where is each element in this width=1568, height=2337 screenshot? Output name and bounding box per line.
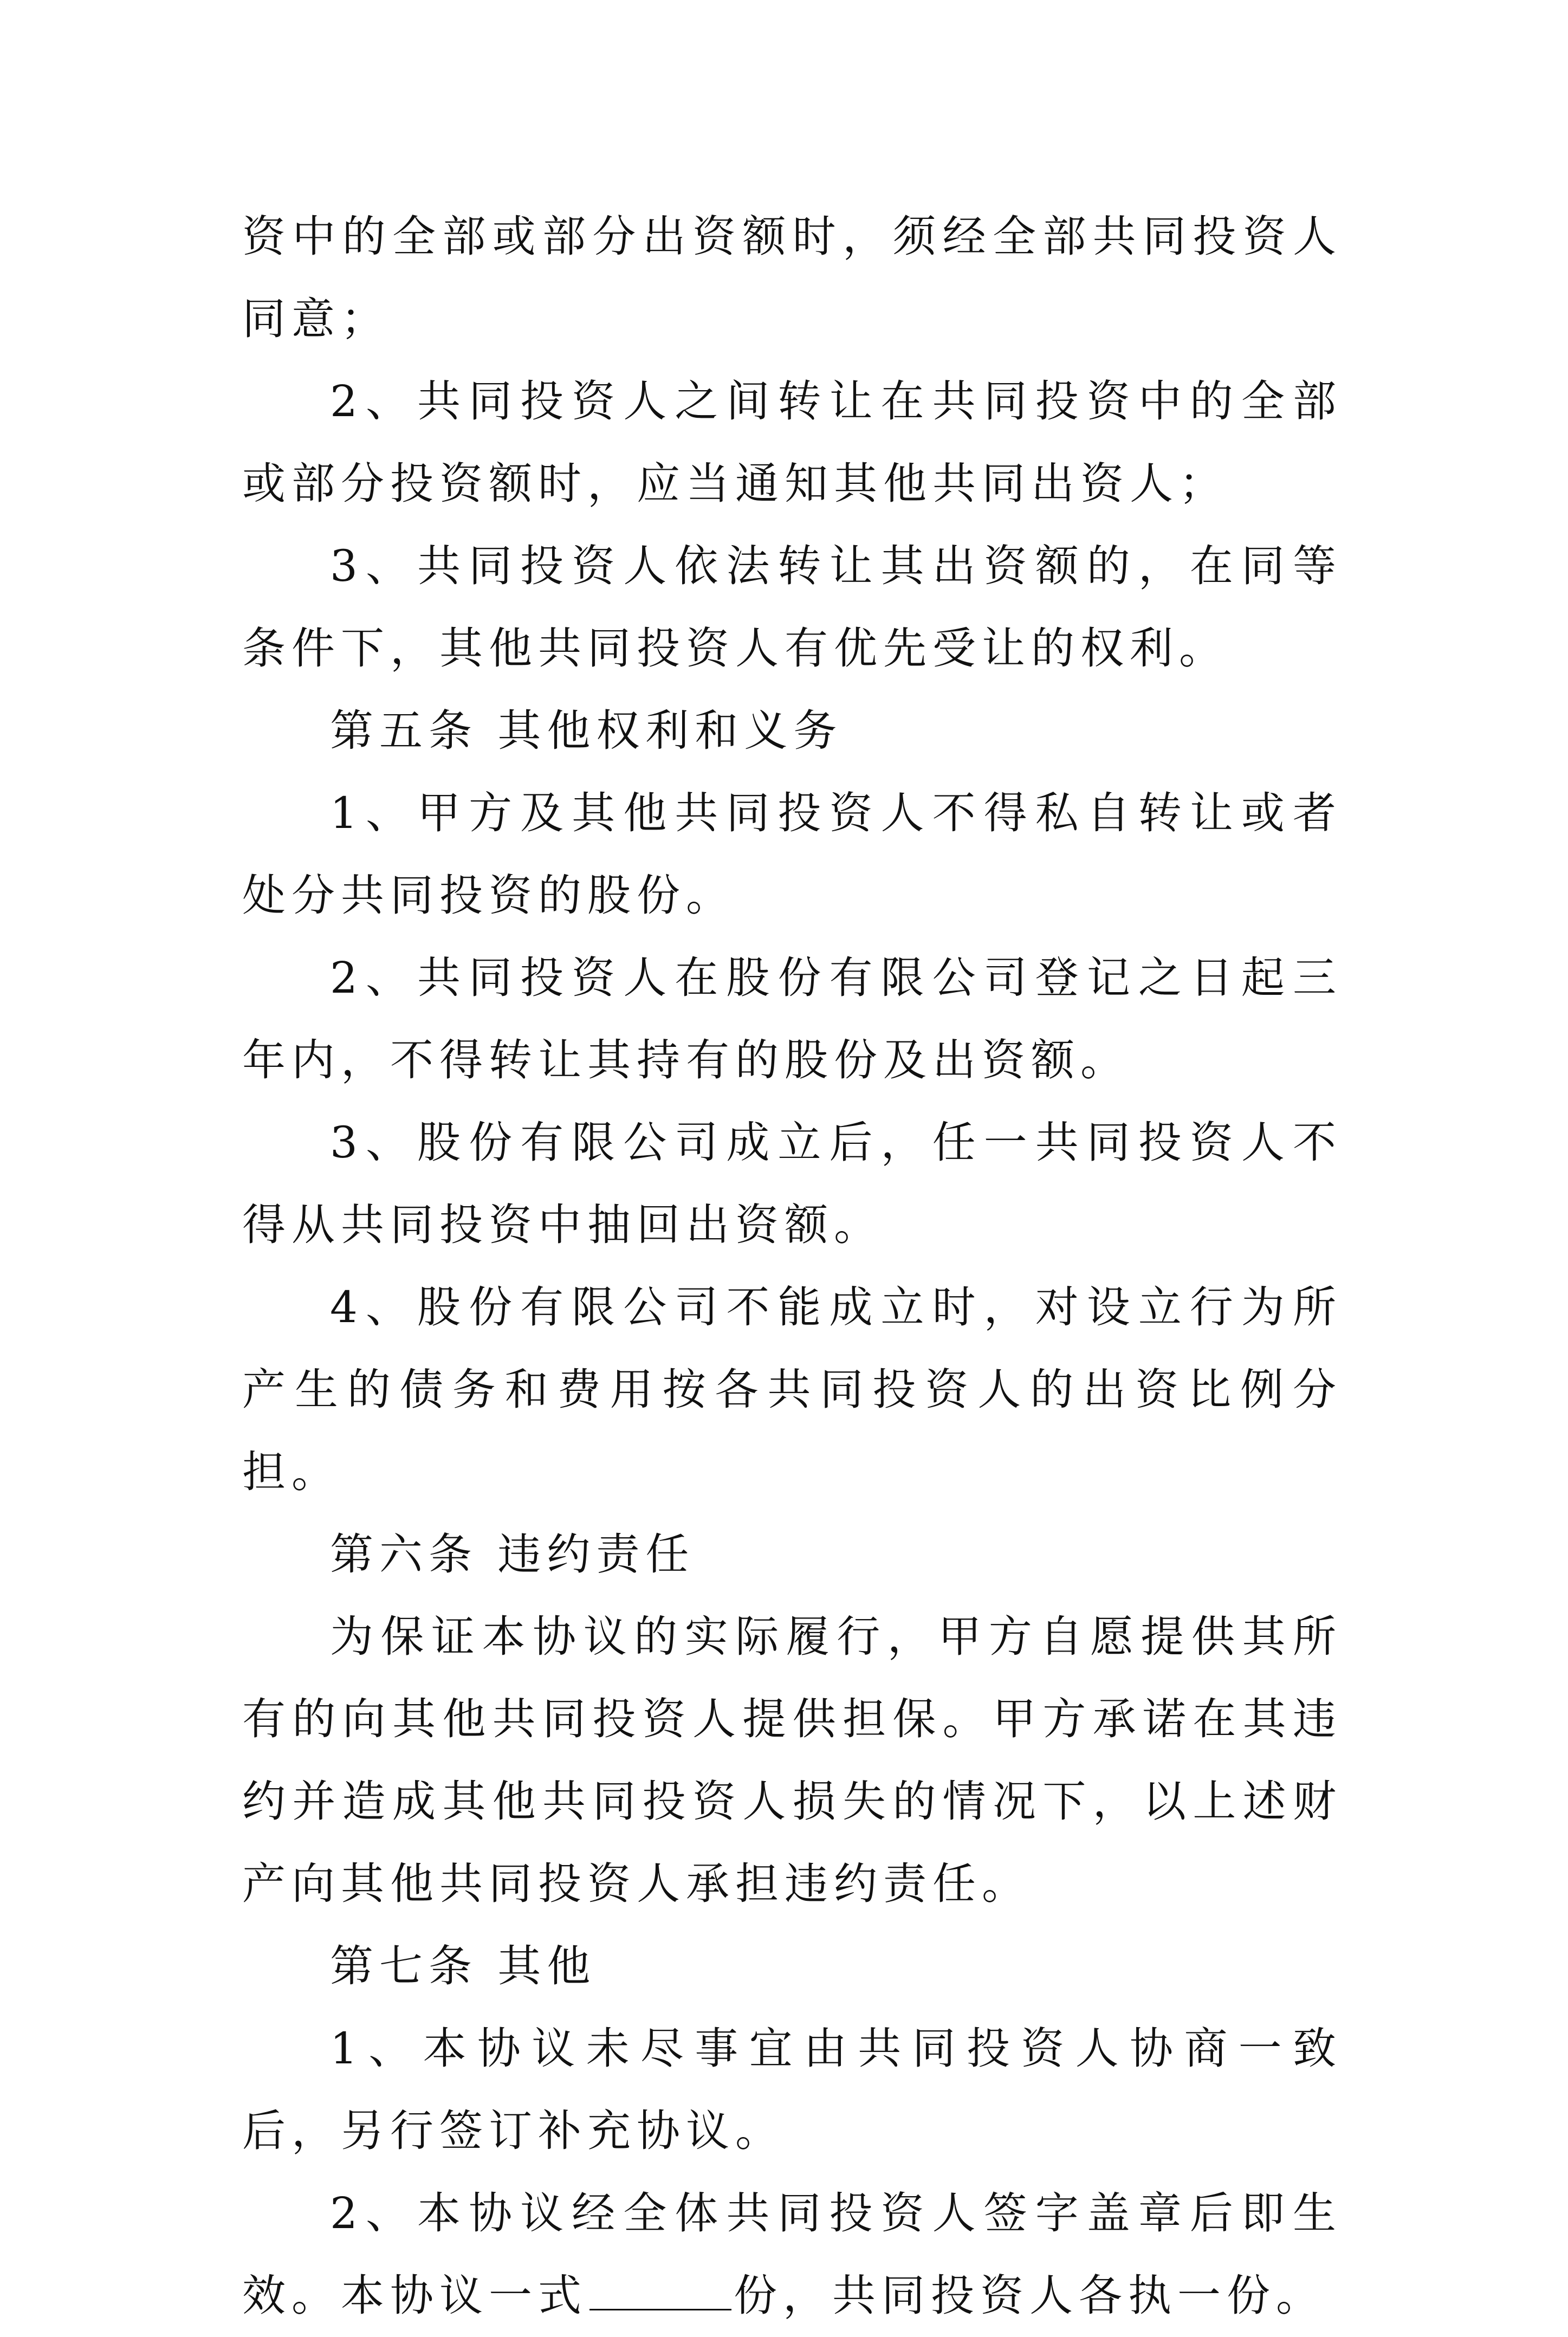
paragraph-continuation: 资中的全部或部分出资额时，须经全部共同投资人同意； <box>242 211 1342 344</box>
clause-text-before-blank: 2、本协议经全体共同投资人签字盖章后即生效。本协议一式 <box>242 2188 1342 2321</box>
document-body <box>242 196 1342 2337</box>
article-5-clause-2: 2、共同投资人在股份有限公司登记之日起三年内，不得转让其持有的股份及出资额。 <box>242 953 1342 1085</box>
article-7-clause-1: 1、本协议未尽事宜由共同投资人协商一致后，另行签订补充协议。 <box>242 2023 1342 2156</box>
paragraph-clause-2: 2、共同投资人之间转让在共同投资中的全部或部分投资额时，应当通知其他共同出资人； <box>242 376 1342 509</box>
clause-text-after-blank: 份，共同投资人各执一份。 <box>734 2270 1325 2321</box>
copies-blank-field[interactable] <box>589 2270 731 2310</box>
article-6-body: 为保证本协议的实际履行，甲方自愿提供其所有的向其他共同投资人提供担保。甲方承诺在其违约并造成其他共同投资人损失的情况下，以上述财产向其他共同投资人承担违约责任。 <box>242 1611 1342 1909</box>
article-5-clause-1: 1、甲方及其他共同投资人不得私自转让或者处分共同投资的股份。 <box>242 788 1342 921</box>
article-5-heading: 第五条 其他权利和义务 <box>330 705 843 756</box>
paragraph-clause-3: 3、共同投资人依法转让其出资额的，在同等条件下，其他共同投资人有优先受让的权利。 <box>242 541 1342 674</box>
article-5-clause-4: 4、股份有限公司不能成立时，对设立行为所产生的债务和费用按各共同投资人的出资比例分担。 <box>242 1282 1342 1497</box>
article-7-clause-2 <box>242 2172 1342 2337</box>
article-6-heading: 第六条 违约责任 <box>330 1529 695 1579</box>
article-7-heading: 第七条 其他 <box>330 1941 597 1991</box>
article-5-clause-3: 3、股份有限公司成立后，任一共同投资人不得从共同投资中抽回出资额。 <box>242 1117 1342 1250</box>
